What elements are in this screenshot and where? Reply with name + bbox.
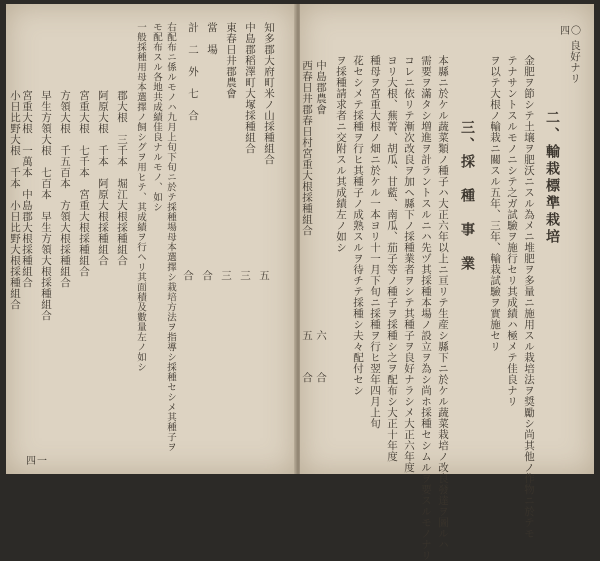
variety-row-7: 小日比野大根 千本 小日比野大根採種組合 — [9, 90, 21, 310]
body2-line-3: コレニ依リテ漸次改良ヲ加ヘ縣下ノ採種業者ヲシテ其種子ヲ良好ナラシメ大正六年度 — [403, 55, 415, 473]
body2-line-5: 種母ヲ宮重大根ノ畑ニ於ケル一本ヨリ十一月下旬ニ採種ヲ行ヒ翌年四月上旬 — [369, 55, 381, 429]
quantity-5: 合 — [182, 270, 194, 281]
variety-row-4: 方領大根 千五百本 方領大根採種組合 — [59, 90, 71, 288]
org-nishi-kasugai: 西春日井郡春日村宮重大根採種組合 — [301, 60, 313, 236]
left-page-number: 四一 — [26, 456, 48, 467]
quantity-4: 合 — [201, 270, 213, 281]
body1-line-2: テナサントスルモノニシテ之ガ試驗ヲ施行セリ其成績ハ極メテ佳良ナリ — [506, 55, 518, 407]
body2-line-2: 需要ヲ滿タシ増進ヲ計ラントスルニハ先ヅ其採種本場ノ設立ヲ為シ尚ホ採種セシムルヲ要スルモノナリ — [420, 55, 432, 561]
org-unit-1: 合 — [315, 372, 327, 383]
org-quantity-2: 五 — [301, 330, 313, 341]
right-page-number: 四〇 — [560, 26, 582, 37]
quantity-2: 三 — [239, 270, 251, 281]
org-line-inazawa: 中島郡稻澤町大塚採種組合 — [244, 22, 256, 154]
variety-row-1: 郡大根 三千本 堀江大根採種組合 — [116, 90, 128, 266]
body2-line-1: 本縣ニ於ケル蔬菜類ノ種子ハ大正六年以上ニ亘リテ生産シ縣下ニ於ケル蔬菜栽培ノ改良發達ヲ圖ルハ — [437, 55, 449, 550]
body1-line-1: 金肥ヲ節シテ土壌ヲ肥沃ニスル為メニ堆肥ヲ多量ニ施用スル栽培法ヲ奨勵シ尚其他ノ作物ニ於テモ — [523, 55, 535, 539]
variety-row-6: 宮重大根 一萬本 中島郡大根採種組合 — [21, 90, 33, 288]
running-head: 良好ナリ — [569, 40, 581, 84]
body2-line-6: 花セシメテ採種ヲ行ヒ其種子ノ成熟スルヲ待チテ採種シ夫々配付セシ — [352, 55, 364, 396]
org-nakashima: 中島郡農會 — [315, 60, 327, 115]
variety-row-3: 宮重大根 七千本 宮重大根採種組合 — [78, 90, 90, 277]
org-quantity-1: 六 — [315, 330, 327, 341]
section-heading-rotation: 二、輸栽標準栽培 — [544, 110, 560, 246]
org-line-higashi-kasugai: 東春日井郡農會 — [225, 22, 237, 99]
body2-line-4: ヨリ大根、蕪菁、胡瓜、甘藍、南瓜、茄子等ノ種子ヲ採種シ之ヲ配布シ大正十年度 — [386, 55, 398, 462]
org-line-toujou: 當 場 — [206, 22, 218, 55]
org-line-ofu: 知多郡大府町米ノ山採種組合 — [263, 22, 275, 165]
note-line-3: 一般採種用母本選擇ノ飼シグヲ用ヒテ、其成績ヲ行ヘリ其面積及數量左ノ如シ — [135, 22, 146, 372]
variety-row-2: 阿原大根 千本 阿原大根採種組合 — [97, 90, 109, 266]
section-heading-seed: 三、採 種 事 業 — [459, 120, 475, 273]
quantity-1: 五 — [258, 270, 270, 281]
variety-row-5: 早生方領大根 七百本 早生方領大根採種組合 — [40, 90, 52, 321]
total-line: 計 二 外 七 合 — [187, 22, 199, 121]
quantity-3: 三 — [220, 270, 232, 281]
note-line-2: モ配布スル各地共成績佳良ナルモノ、如シ — [151, 22, 162, 212]
org-unit-2: 合 — [301, 372, 313, 383]
body1-line-3: ヲ以テ大根ノ輸栽ニ關スル五年、三年、輸栽試驗ヲ實施セリ — [489, 55, 501, 352]
note-line-1: 右配布ニ係ルモノハ九月上旬下旬ニ於テ採種場母本選擇シ栽培方法ヲ指導シ採種セシメ其種子ヲ — [165, 22, 176, 452]
body2-line-7: ヲ採種請求者ニ交附スル其成績左ノ如シ — [335, 55, 347, 253]
